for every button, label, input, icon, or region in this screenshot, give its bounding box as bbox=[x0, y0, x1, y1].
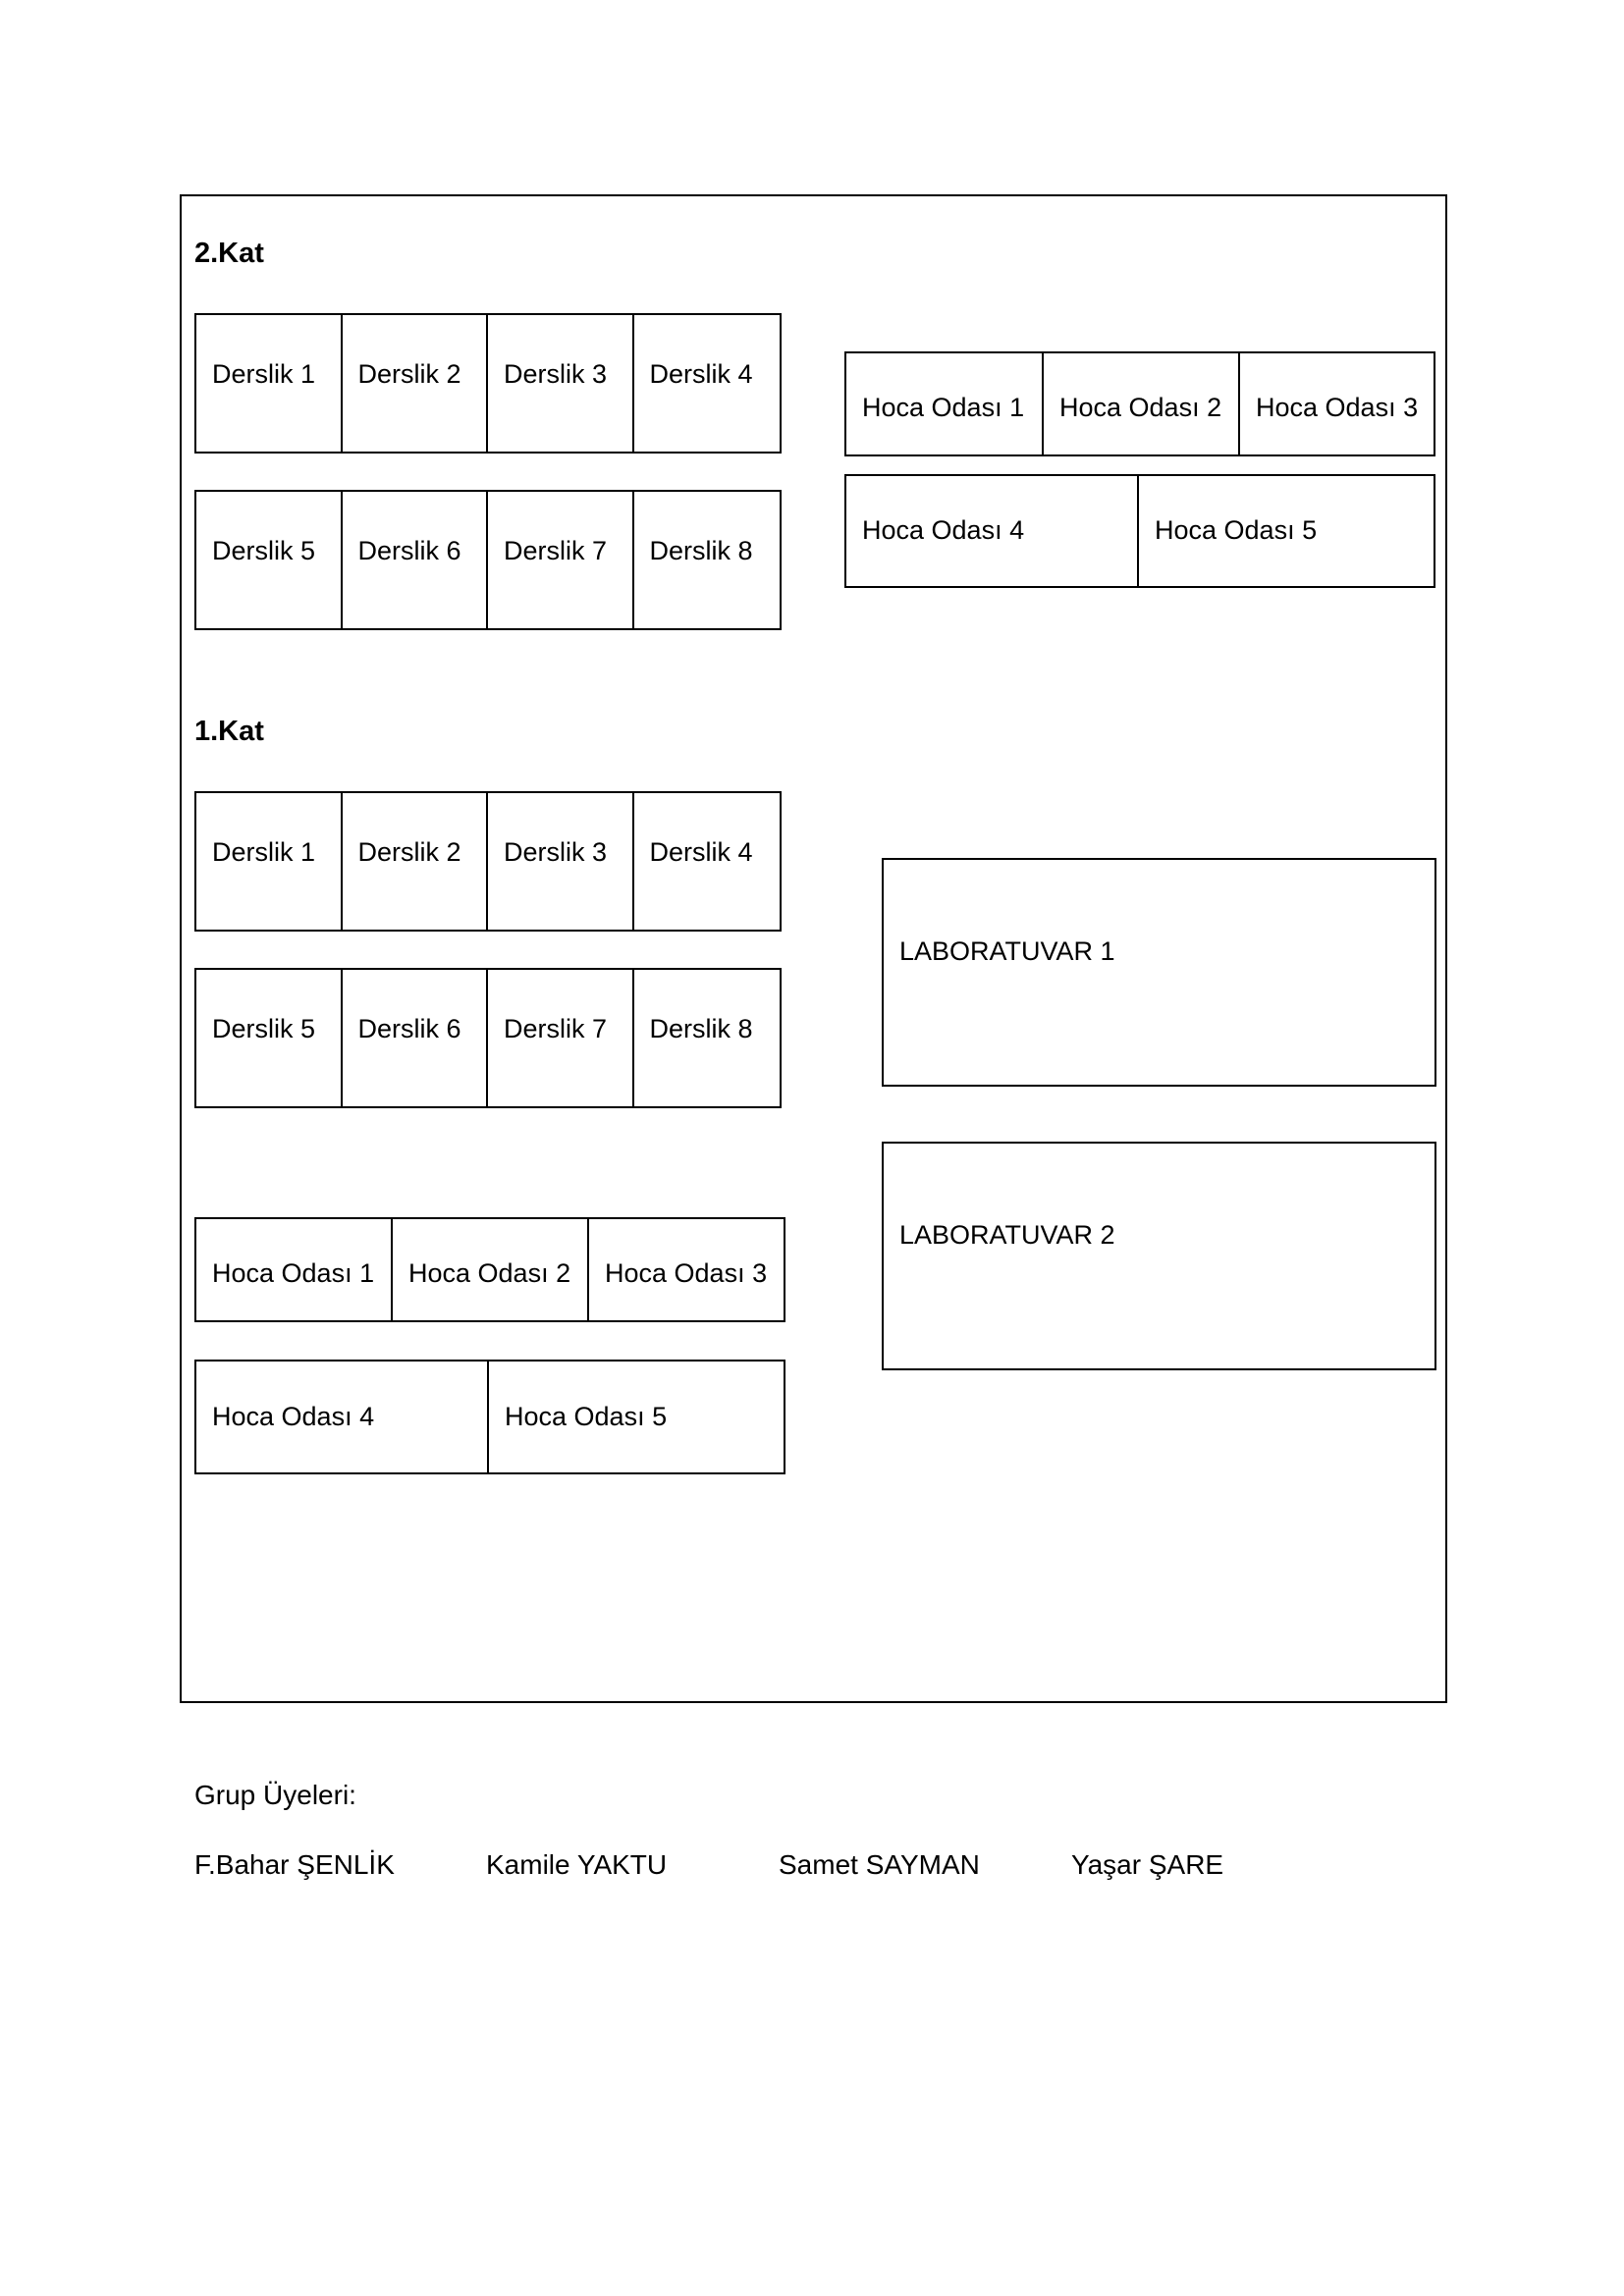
room-cell: Hoca Odası 2 bbox=[393, 1219, 589, 1320]
room-cell: Derslik 2 bbox=[343, 315, 489, 452]
room-cell: Hoca Odası 3 bbox=[1256, 393, 1419, 422]
room-cell: Derslik 4 bbox=[649, 837, 753, 867]
floor-2-derslik-row-2 bbox=[194, 490, 782, 630]
floor-2-title: 2.Kat bbox=[194, 238, 264, 269]
room-cell: Derslik 6 bbox=[343, 492, 489, 628]
room-cell: Derslik 2 bbox=[343, 793, 489, 930]
room-cell: Derslik 1 bbox=[196, 793, 343, 930]
floor-1-title: 1.Kat bbox=[194, 716, 264, 747]
room-cell: Hoca Odası 5 bbox=[505, 1402, 668, 1431]
room-cell: Derslik 3 bbox=[488, 315, 634, 452]
laboratuvar-2: LABORATUVAR 2 bbox=[882, 1142, 1436, 1370]
room-cell: Derslik 8 bbox=[649, 1014, 753, 1043]
room-cell: Derslik 6 bbox=[343, 970, 489, 1106]
member-name: Samet SAYMAN bbox=[779, 1849, 980, 1880]
room-cell: Derslik 8 bbox=[649, 536, 753, 565]
room-cell: Hoca Odası 5 bbox=[1155, 515, 1318, 545]
room-cell: Derslik 4 bbox=[649, 359, 753, 389]
room-cell: Derslik 5 bbox=[196, 492, 343, 628]
member-name: Kamile YAKTU bbox=[486, 1849, 668, 1880]
floor-1-derslik-row-1 bbox=[194, 791, 782, 932]
member-name: F.Bahar ŞENLİK bbox=[194, 1849, 395, 1880]
room-cell: Derslik 1 bbox=[196, 315, 343, 452]
room-cell: Hoca Odası 1 bbox=[196, 1219, 393, 1320]
floor-1-derslik-row-2 bbox=[194, 968, 782, 1108]
room-cell: Derslik 3 bbox=[488, 793, 634, 930]
floor-1-hoca-row-1 bbox=[194, 1217, 785, 1322]
floor-2-hoca-row-1 bbox=[844, 351, 1435, 456]
room-cell: Hoca Odası 4 bbox=[196, 1362, 489, 1472]
room-cell: Derslik 7 bbox=[488, 970, 634, 1106]
room-cell: Hoca Odası 2 bbox=[1044, 353, 1240, 454]
room-cell: Derslik 5 bbox=[196, 970, 343, 1106]
room-cell: Derslik 7 bbox=[488, 492, 634, 628]
floor-2-hoca-row-2 bbox=[844, 474, 1435, 588]
member-name: Yaşar ŞARE bbox=[1071, 1849, 1224, 1880]
floor-1-hoca-row-2 bbox=[194, 1360, 785, 1474]
group-members-title: Grup Üyeleri: bbox=[194, 1780, 356, 1810]
floor-2-derslik-row-1 bbox=[194, 313, 782, 454]
room-cell: Hoca Odası 3 bbox=[605, 1258, 768, 1288]
group-members-list bbox=[194, 1849, 1274, 1885]
room-cell: Hoca Odası 1 bbox=[846, 353, 1044, 454]
room-cell: Hoca Odası 4 bbox=[846, 476, 1139, 586]
laboratuvar-1: LABORATUVAR 1 bbox=[882, 858, 1436, 1087]
